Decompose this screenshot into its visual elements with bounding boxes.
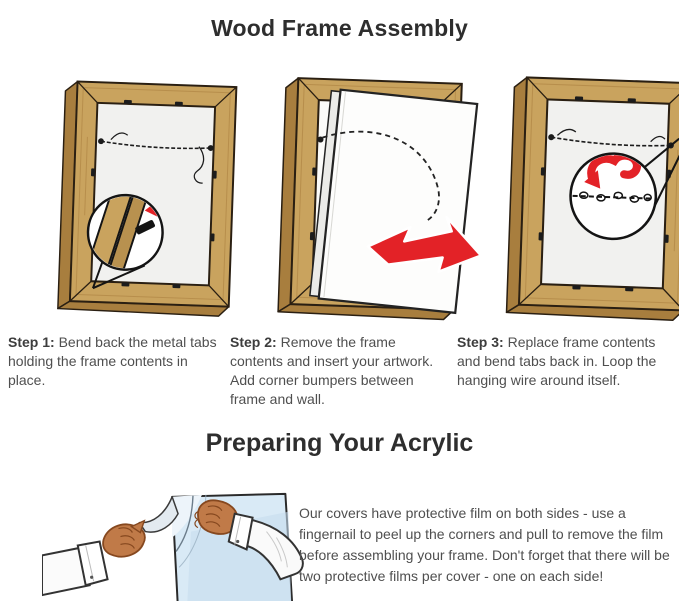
left-arm [42,542,108,596]
step-2-label: Step 2: [230,334,277,350]
step-3-text: Replace frame contents and bend tabs back in. Loop the hanging wire around itself. [457,334,657,388]
frame-wire-loop-detail-image [498,66,679,332]
acrylic-instructions-paragraph: Our covers have protective film on both sides - use a fingernail to peel up the corners and pull to remove the film before assembling your frame. Don't forget that there will be two protective films per cover - one on each side! [299,505,670,584]
frame-contents-removal-image [270,66,484,332]
step-2-caption [230,333,452,409]
step-1-caption [8,333,222,390]
section-title-preparing-your-acrylic: Preparing Your Acrylic [205,428,474,457]
step-2-text: Remove the frame contents and insert your artwork. Add corner bumpers between frame and wall. [230,334,434,407]
step-1-text: Bend back the metal tabs holding the frame contents in place. [8,334,217,388]
step-3-illustration [498,66,679,332]
frame-back-tab-detail-image [50,66,256,332]
step-2-illustration [270,66,484,332]
step-3-caption [457,333,675,390]
section-title-wood-frame-assembly: Wood Frame Assembly [211,15,468,42]
frame-contents-board [310,89,478,313]
step-3-label: Step 3: [457,334,504,350]
step-1-label: Step 1: [8,334,55,350]
hands-peeling-film-image [42,468,340,601]
step-1-illustration [50,66,256,332]
acrylic-film-peeling-illustration [42,468,340,601]
left-hand [103,521,145,557]
